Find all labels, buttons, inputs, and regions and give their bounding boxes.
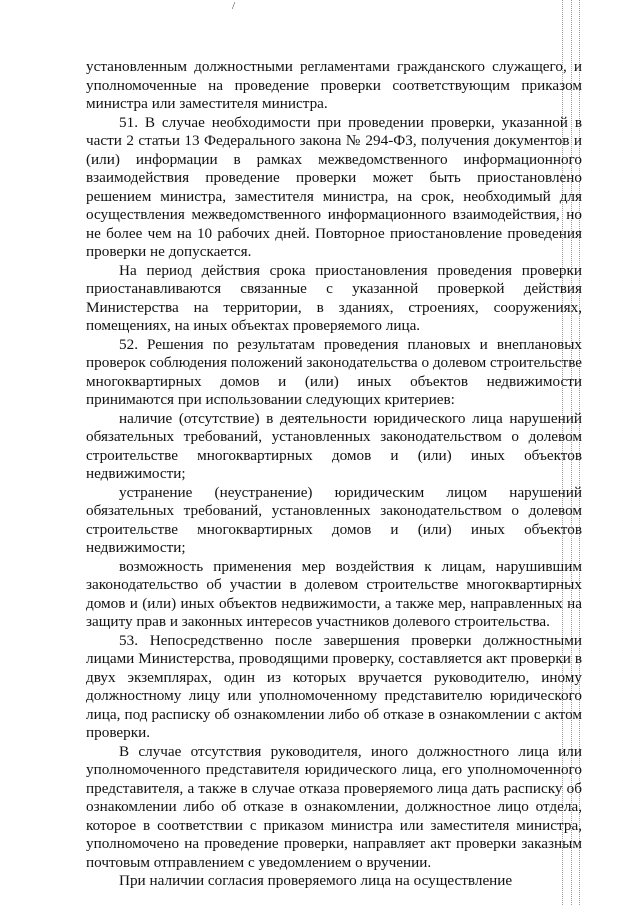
paragraph: устранение (неустранение) юридическим лицом нарушений обязательных требований, установленных законодательством о долевом строительстве многоквартирных домов и (или) иных объектов недвижимости; — [86, 483, 582, 556]
paragraph: 53. Непосредственно после завершения проверки должностными лицами Министерства, проводящими проверку, составляется акт проверки в двух экземплярах, один из которых вручается руководителю, иному должностному лицу или уполномоченному представителю юридического лица, под расписку об ознакомлении либо об отказе в ознакомлении с актом проверки. — [86, 631, 582, 741]
paragraph: наличие (отсутствие) в деятельности юридического лица нарушений обязательных требований, установленных законодательством о долевом строительстве многоквартирных домов и (или) иных объектов недвижимости; — [86, 409, 582, 482]
scan-mark: / — [232, 0, 236, 12]
paragraph: При наличии согласия проверяемого лица на осуществление — [119, 872, 513, 889]
paragraph: На период действия срока приостановления проведения проверки приостанавливаются связанные с указанной проверкой действия Министерства на территории, в зданиях, строениях, сооружениях, помещениях, на иных объектах проверяемого лица. — [86, 261, 582, 334]
document-body — [86, 58, 582, 891]
paragraph: возможность применения мер воздействия к лицам, нарушившим законодательство об участии в долевом строительстве многоквартирных домов и (или) иных объектов недвижимости, а также мер, направленных на защиту прав и законных интересов участников долевого строительства. — [86, 557, 582, 630]
paragraph: 52. Решения по результатам проведения плановых и внеплановых проверок соблюдения положений законодательства о долевом строительстве многоквартирных домов и (или) иных объектов недвижимости принимаются при использовании следующих критериев: — [86, 335, 583, 408]
paragraph: 51. В случае необходимости при проведении проверки, указанной в части 2 статьи 13 Федерального закона № 294-ФЗ, получения документов и (или) информации в рамках межведомственного информационного взаимодействия проведение проверки может быть приостановлено решением министра, заместителя министра, на срок, необходимый для осуществления межведомственного информационного взаимодействия, но не более чем на 10 рабочих дней. Повторное приостановление проведения проверки не допускается. — [86, 113, 582, 260]
paragraph: установленным должностными регламентами гражданского служащего, и уполномоченные на проведение проверки соответствующим приказом министра или заместителя министра. — [86, 58, 582, 112]
paragraph: В случае отсутствия руководителя, иного должностного лица или уполномоченного представителя юридического лица, его уполномоченного представителя, а также в случае отказа проверяемого лица дать расписку об ознакомлении либо об отказе в ознакомлении, должностное лицо отдела, которое в соответствии с приказом министра или заместителя министра, уполномочено на проведение проверки, направляет акт проверки заказным почтовым отправлением с уведомлением о вручении. — [86, 742, 582, 871]
